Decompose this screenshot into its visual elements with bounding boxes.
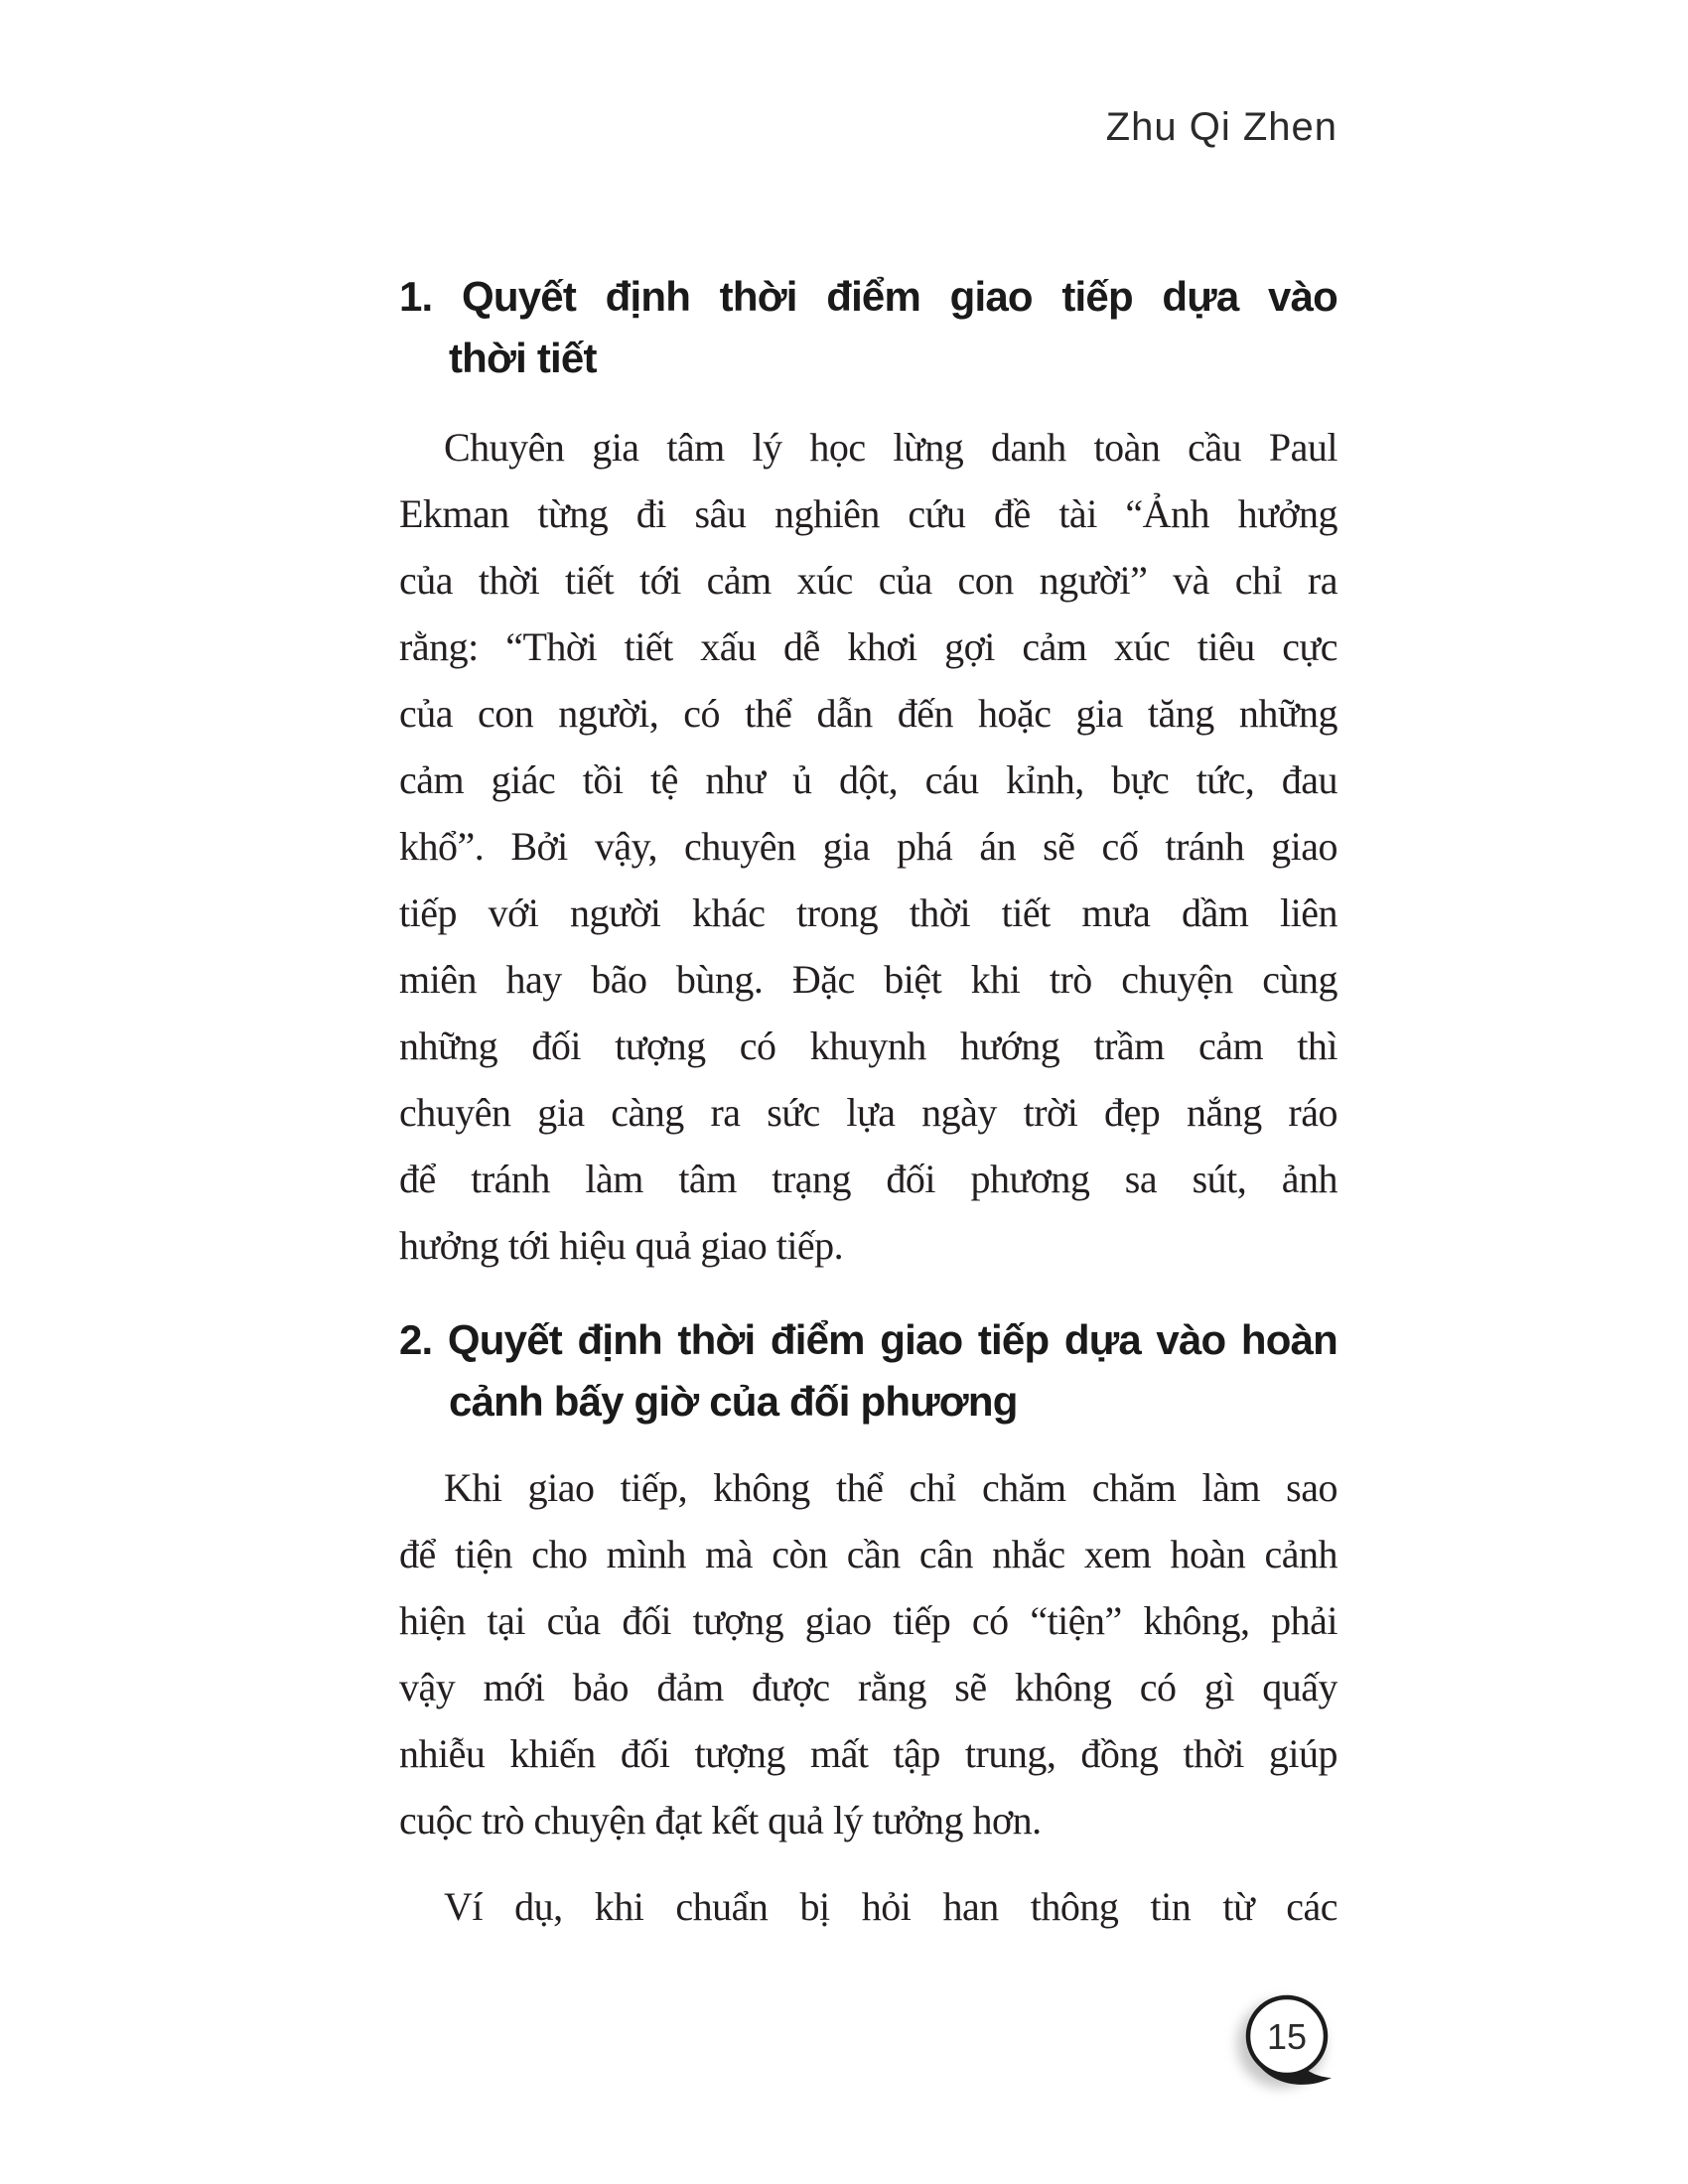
section-2-paragraph-2 xyxy=(399,1873,1337,1940)
text-line: Chuyên gia tâm lý học lừng danh toàn cầu Paul xyxy=(444,425,1337,470)
heading-line: 1. Quyết định thời điểm giao tiếp dựa vào xyxy=(399,273,1337,320)
speech-bubble-icon xyxy=(1211,1961,1370,2119)
section-2-paragraph-1 xyxy=(399,1454,1337,1853)
section-1-heading xyxy=(399,266,1337,389)
section-1-paragraph xyxy=(399,414,1337,1279)
page-number: 15 xyxy=(1266,2016,1308,2057)
text-line: vậy mới bảo đảm được rằng sẽ không có gì quấy xyxy=(399,1665,1337,1709)
text-line: chuyên gia càng ra sức lựa ngày trời đẹp nắng ráo xyxy=(399,1090,1337,1135)
text-line: của thời tiết tới cảm xúc của con người” và chỉ ra xyxy=(399,558,1337,603)
text-line: Ekman từng đi sâu nghiên cứu đề tài “Ảnh hưởng xyxy=(399,491,1337,536)
running-header-author: Zhu Qi Zhen xyxy=(1105,105,1337,149)
text-line: hưởng tới hiệu quả giao tiếp. xyxy=(399,1223,844,1268)
text-line: tiếp với người khác trong thời tiết mưa dầm liên xyxy=(399,890,1337,935)
text-line: miên hay bão bùng. Đặc biệt khi trò chuyện cùng xyxy=(399,957,1337,1002)
heading-line: cảnh bấy giờ của đối phương xyxy=(449,1378,1018,1425)
text-line: nhiễu khiến đối tượng mất tập trung, đồng thời giúp xyxy=(399,1731,1337,1776)
text-line: hiện tại của đối tượng giao tiếp có “tiện” không, phải xyxy=(399,1598,1337,1643)
text-line: để tiện cho mình mà còn cần cân nhắc xem hoàn cảnh xyxy=(399,1532,1337,1576)
text-line: Khi giao tiếp, không thể chỉ chăm chăm làm sao xyxy=(444,1465,1337,1510)
text-line: rằng: “Thời tiết xấu dễ khơi gợi cảm xúc tiêu cực xyxy=(399,624,1337,669)
text-line: cuộc trò chuyện đạt kết quả lý tưởng hơn. xyxy=(399,1798,1042,1843)
text-line: của con người, có thể dẫn đến hoặc gia tăng những xyxy=(399,691,1337,736)
text-line: Ví dụ, khi chuẩn bị hỏi han thông tin từ các xyxy=(444,1884,1337,1929)
page-number-bubble xyxy=(1211,1961,1370,2119)
text-line: những đối tượng có khuynh hướng trầm cảm thì xyxy=(399,1024,1337,1068)
text-line: để tránh làm tâm trạng đối phương sa sút, ảnh xyxy=(399,1157,1337,1201)
section-2-heading xyxy=(399,1309,1337,1433)
text-line: cảm giác tồi tệ như ủ dột, cáu kỉnh, bực tức, đau xyxy=(399,757,1337,802)
heading-line: 2. Quyết định thời điểm giao tiếp dựa vào hoàn xyxy=(399,1316,1337,1363)
text-line: khổ”. Bởi vậy, chuyên gia phá án sẽ cố tránh giao xyxy=(399,824,1337,869)
heading-line: thời tiết xyxy=(449,335,597,381)
